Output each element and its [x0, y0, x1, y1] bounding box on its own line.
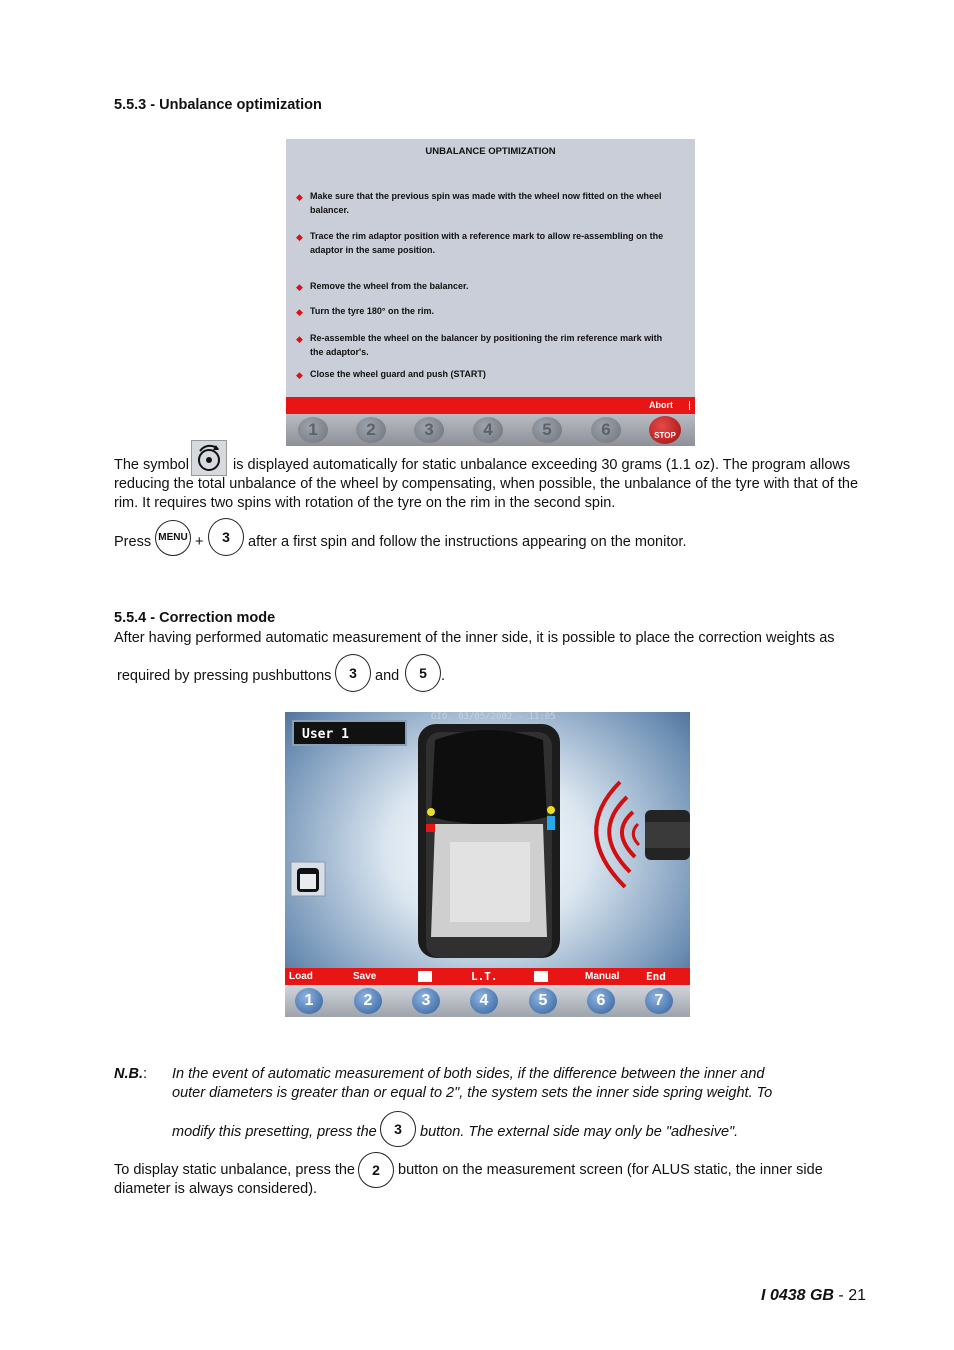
key-5-button: 5 — [405, 654, 441, 692]
diamond-bullet-icon: ◆ — [296, 307, 303, 317]
paragraph-line: rim. It requires two spins with rotation of the tyre on the rim in the second spin. — [114, 495, 616, 511]
key-5[interactable]: 5 — [529, 988, 557, 1014]
diamond-bullet-icon: ◆ — [296, 282, 303, 292]
paragraph-line: required by pressing pushbuttons — [117, 668, 332, 684]
plus-sign: + — [195, 534, 204, 550]
key-3-button: 3 — [380, 1111, 416, 1147]
press-instruction: after a first spin and follow the instructions appearing on the monitor. — [248, 534, 687, 550]
key-3-button: 3 — [335, 654, 371, 692]
footer-separator: - — [833, 1287, 849, 1304]
wheel-cross-section-icon — [285, 712, 690, 968]
abort-label: Abort — [649, 400, 673, 410]
key-row — [286, 414, 695, 446]
key-4[interactable]: 4 — [470, 988, 498, 1014]
instruction-item: ◆ Re-assemble the wheel on the balancer by positioning the rim reference mark with the adaptor's. — [296, 333, 663, 357]
key-6[interactable]: 6 — [591, 417, 621, 443]
key-row — [285, 985, 690, 1017]
period: . — [441, 668, 446, 684]
paragraph-line: After having performed automatic measurement of the inner side, it is possible to place the correction weights as — [114, 630, 835, 646]
instruction-item: ◆ Remove the wheel from the balancer. — [296, 281, 469, 292]
function-bar — [285, 968, 690, 985]
lt-label: L.T. — [471, 970, 498, 983]
key-3-button: 3 — [208, 518, 244, 556]
optimization-symbol-icon — [191, 440, 227, 476]
key-2-button: 2 — [358, 1152, 394, 1188]
key-3[interactable]: 3 — [414, 417, 444, 443]
section-heading-554: 5.5.4 - Correction mode — [114, 610, 276, 626]
instruction-item: ◆ Make sure that the previous spin was made with the wheel now fitted on the wheel balancer. — [296, 191, 662, 215]
paragraph-line: diameter is always considered). — [114, 1181, 318, 1197]
inner-side-weight-icon — [418, 971, 432, 982]
page-footer — [761, 1287, 866, 1305]
outer-side-weight-icon — [534, 971, 548, 982]
save-label: Save — [353, 971, 377, 982]
function-bar — [286, 397, 695, 414]
key-2[interactable]: 2 — [356, 417, 386, 443]
key-5[interactable]: 5 — [532, 417, 562, 443]
paragraph-line: button on the measurement screen (for ALUS static, the inner side — [398, 1162, 823, 1178]
document-code: I 0438 GB — [761, 1287, 834, 1304]
key-4[interactable]: 4 — [473, 417, 503, 443]
stop-key[interactable]: STOP — [649, 416, 681, 444]
key-2[interactable]: 2 — [354, 988, 382, 1014]
and-text: and — [375, 668, 400, 684]
key-7[interactable]: 7 — [645, 988, 673, 1014]
nb-label: N.B. — [114, 1066, 143, 1082]
screen-title: UNBALANCE OPTIMIZATION — [425, 146, 556, 157]
menu-button: MENU — [155, 520, 191, 556]
key-6[interactable]: 6 — [587, 988, 615, 1014]
diamond-bullet-icon: ◆ — [296, 232, 303, 242]
datetime-readout: GIO. 03/05/2002 - 11:05 — [431, 712, 556, 722]
diamond-bullet-icon: ◆ — [296, 370, 303, 380]
load-label: Load — [289, 971, 313, 982]
divider — [689, 401, 690, 410]
symbol-sentence-start: The symbol — [114, 457, 189, 473]
end-label: End — [646, 970, 666, 983]
page-number: 21 — [848, 1287, 866, 1304]
key-3[interactable]: 3 — [412, 988, 440, 1014]
nb-line: button. The external side may only be "adhesive". — [420, 1124, 739, 1140]
user-label: User 1 — [292, 720, 407, 746]
nb-line: In the event of automatic measurement of both sides, if the difference between the inner and — [172, 1066, 765, 1082]
section-heading-553: 5.5.3 - Unbalance optimization — [114, 97, 322, 113]
unbalance-optimization-screen — [286, 139, 695, 446]
instruction-item: ◆ Turn the tyre 180° on the rim. — [296, 306, 434, 317]
press-text: Press — [114, 534, 152, 550]
paragraph-line: To display static unbalance, press the — [114, 1162, 355, 1178]
instruction-item: ◆ Close the wheel guard and push (START) — [296, 369, 486, 380]
key-1[interactable]: 1 — [295, 988, 323, 1014]
key-1[interactable]: 1 — [298, 417, 328, 443]
instruction-item: ◆ Trace the rim adaptor position with a reference mark to allow re-assembling on the adaptor in the same position. — [296, 231, 664, 255]
paragraph-line: reducing the total unbalance of the wheel by compensating, when possible, the unbalance of the tyre with that of the — [114, 476, 859, 492]
nb-line: outer diameters is greater than or equal to 2", the system sets the inner side spring weight. To — [172, 1085, 773, 1101]
manual-label: Manual — [585, 971, 620, 982]
correction-mode-screen — [285, 712, 690, 1017]
nb-line: modify this presetting, press the — [172, 1124, 377, 1140]
diamond-bullet-icon: ◆ — [296, 192, 303, 202]
nb-label-wrap — [114, 1065, 147, 1084]
symbol-sentence-end: is displayed automatically for static unbalance exceeding 30 grams (1.1 oz). The program allows — [233, 457, 851, 473]
diamond-bullet-icon: ◆ — [296, 334, 303, 344]
nb-colon: : — [143, 1066, 148, 1082]
